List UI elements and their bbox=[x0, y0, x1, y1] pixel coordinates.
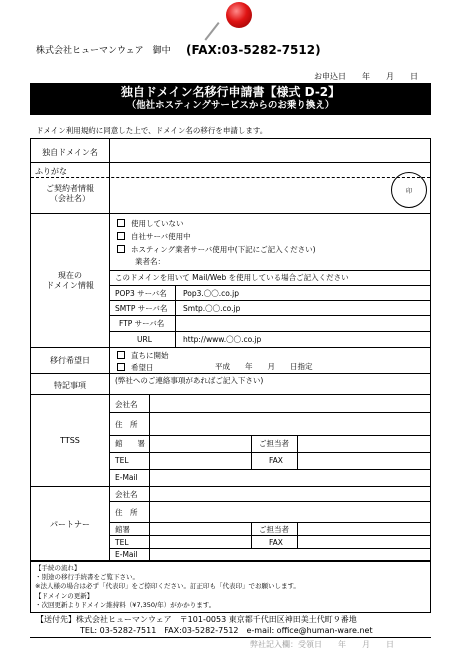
partner-tel-label: TEL bbox=[115, 538, 129, 547]
field-label-divider bbox=[149, 394, 150, 486]
office-use-receipt: 弊社記入欄：受領日 年 月 日 bbox=[250, 640, 394, 649]
row-line bbox=[109, 412, 430, 413]
ttss-label: TTSS bbox=[60, 436, 80, 445]
row-line bbox=[109, 331, 430, 332]
ttss-email-label: E-Mail bbox=[115, 473, 138, 482]
row-line bbox=[109, 535, 430, 536]
pushpin-icon bbox=[226, 2, 252, 28]
smtp-value[interactable]: Smtp.〇〇.co.jp bbox=[183, 304, 241, 313]
domain-label: 独自ドメイン名 bbox=[42, 148, 98, 157]
label-column-divider bbox=[109, 139, 110, 560]
furigana-divider bbox=[31, 177, 430, 178]
option-own-server[interactable] bbox=[117, 232, 191, 241]
option-hosting-server[interactable] bbox=[117, 245, 316, 254]
desired-date-field[interactable]: 平成 年 月 日指定 bbox=[215, 362, 313, 371]
footer-divider bbox=[30, 637, 431, 638]
current-domain-label: 現在の ドメイン情報 bbox=[46, 271, 94, 290]
checkbox[interactable] bbox=[117, 363, 125, 371]
renewal-note: ・次回更新よりドメイン維持料（¥7,350/年）がかかります。 bbox=[35, 601, 216, 609]
fax-number: (FAX:03-5282-7512) bbox=[186, 43, 321, 57]
agreement-notice: ドメイン利用規約に同意した上で、ドメイン名の移行を申請します。 bbox=[36, 126, 268, 135]
option-immediate[interactable] bbox=[117, 351, 169, 360]
row-line bbox=[109, 300, 430, 301]
row-line bbox=[109, 522, 430, 523]
partner-fax-label: FAX bbox=[269, 538, 283, 547]
flow-title: 【手続の流れ】 bbox=[35, 564, 81, 572]
domain-field[interactable] bbox=[111, 141, 429, 161]
send-to-contacts: TEL: 03-5282-7511 FAX:03-5282-7512 e-mail: office@human-ware.net bbox=[80, 626, 373, 635]
row-line bbox=[109, 435, 430, 436]
server-label-divider bbox=[175, 285, 176, 347]
checkbox[interactable] bbox=[117, 219, 125, 227]
ttss-company-label: 会社名 bbox=[115, 400, 138, 409]
pin-needle bbox=[204, 22, 219, 41]
checkbox[interactable] bbox=[117, 351, 125, 359]
flow-note-1: ・別途の移行手続書をご覧下さい。 bbox=[35, 573, 139, 581]
title-bar bbox=[30, 83, 431, 115]
option-label: 希望日 bbox=[131, 363, 154, 372]
renewal-title: 【ドメインの更新】 bbox=[35, 592, 94, 600]
option-not-used[interactable] bbox=[117, 219, 184, 228]
flow-note-2: ※法人様の場合は必ず「代表印」をご捺印ください。訂正印も「代表印」でお願いします。 bbox=[35, 582, 300, 590]
send-to-address: 【送付先】株式会社ヒューマンウェア 〒101-0053 東京都千代田区神田美土代町９番地 bbox=[36, 615, 357, 624]
special-notes-hint: (弊社へのご連絡事項があればご記入下さい) bbox=[115, 376, 264, 385]
checkbox[interactable] bbox=[117, 232, 125, 240]
addressee: 株式会社ヒューマンウェア 御中 bbox=[36, 46, 171, 56]
pop3-value[interactable]: Pop3.〇〇.co.jp bbox=[183, 289, 239, 298]
ttss-tel-label: TEL bbox=[115, 456, 129, 465]
mail-web-note: このドメインを用いて Mail/Web を使用している場合ご記入ください bbox=[115, 273, 349, 282]
option-label: 自社サーバ使用中 bbox=[131, 232, 191, 241]
row-line bbox=[109, 501, 430, 502]
ftp-label: FTP サーバ名 bbox=[119, 319, 165, 328]
transfer-date-label: 移行希望日 bbox=[50, 356, 90, 365]
option-label: 使用していない bbox=[131, 219, 184, 228]
row-line bbox=[109, 315, 430, 316]
row-line bbox=[109, 452, 430, 453]
contractor-label: ご契約者情報 （会社名） bbox=[46, 184, 94, 203]
ttss-seal-label: 館 署 bbox=[115, 439, 145, 448]
partner-email-label: E-Mail bbox=[115, 550, 138, 559]
row-line bbox=[109, 548, 430, 549]
row-line bbox=[31, 373, 430, 374]
special-notes-field[interactable] bbox=[111, 388, 429, 392]
url-label: URL bbox=[137, 335, 152, 344]
partner-seal-label: 館署 bbox=[115, 525, 130, 534]
procedure-notes bbox=[30, 561, 431, 613]
checkbox[interactable] bbox=[117, 245, 125, 253]
ttss-address-label: 住 所 bbox=[115, 420, 138, 429]
partner-label: パートナー bbox=[50, 520, 90, 529]
company-name-field[interactable] bbox=[111, 179, 389, 211]
smtp-label: SMTP サーバ名 bbox=[115, 304, 168, 313]
partner-person-label: ご担当者 bbox=[259, 525, 289, 534]
row-line bbox=[109, 285, 430, 286]
ttss-person-label: ご担当者 bbox=[259, 439, 289, 448]
furigana-label: ふりがな bbox=[35, 167, 67, 176]
seal-stamp-area[interactable] bbox=[391, 172, 427, 208]
row-line bbox=[31, 162, 430, 163]
url-value[interactable]: http://www.〇〇.co.jp bbox=[183, 335, 262, 344]
application-date: お申込日 年 月 日 bbox=[314, 72, 418, 81]
ftp-field[interactable] bbox=[179, 317, 429, 330]
option-label: ホスティング業者サーバ使用中(下記にご記入ください) bbox=[131, 245, 316, 254]
row-line bbox=[109, 469, 430, 470]
option-label: 直ちに開始 bbox=[131, 351, 169, 360]
option-desired-date[interactable] bbox=[117, 363, 154, 372]
row-line bbox=[31, 394, 430, 395]
pop3-label: POP3 サーバ名 bbox=[115, 289, 167, 298]
row-line bbox=[31, 486, 430, 487]
special-notes-label: 特記事項 bbox=[54, 381, 86, 390]
partner-company-label: 会社名 bbox=[115, 490, 138, 499]
row-line bbox=[31, 347, 430, 348]
form-subtitle: （他社ホスティングサービスからのお乗り換え） bbox=[126, 100, 335, 111]
vendor-name-label: 業者名： bbox=[135, 257, 165, 266]
application-form bbox=[30, 138, 431, 561]
seal-label: 印 bbox=[405, 188, 412, 195]
form-title: 独自ドメイン名移行申請書【様式 D-2】 bbox=[120, 85, 341, 99]
row-line bbox=[31, 213, 430, 214]
row-line bbox=[109, 270, 430, 271]
partner-address-label: 住 所 bbox=[115, 508, 138, 517]
ttss-fax-label: FAX bbox=[269, 456, 283, 465]
